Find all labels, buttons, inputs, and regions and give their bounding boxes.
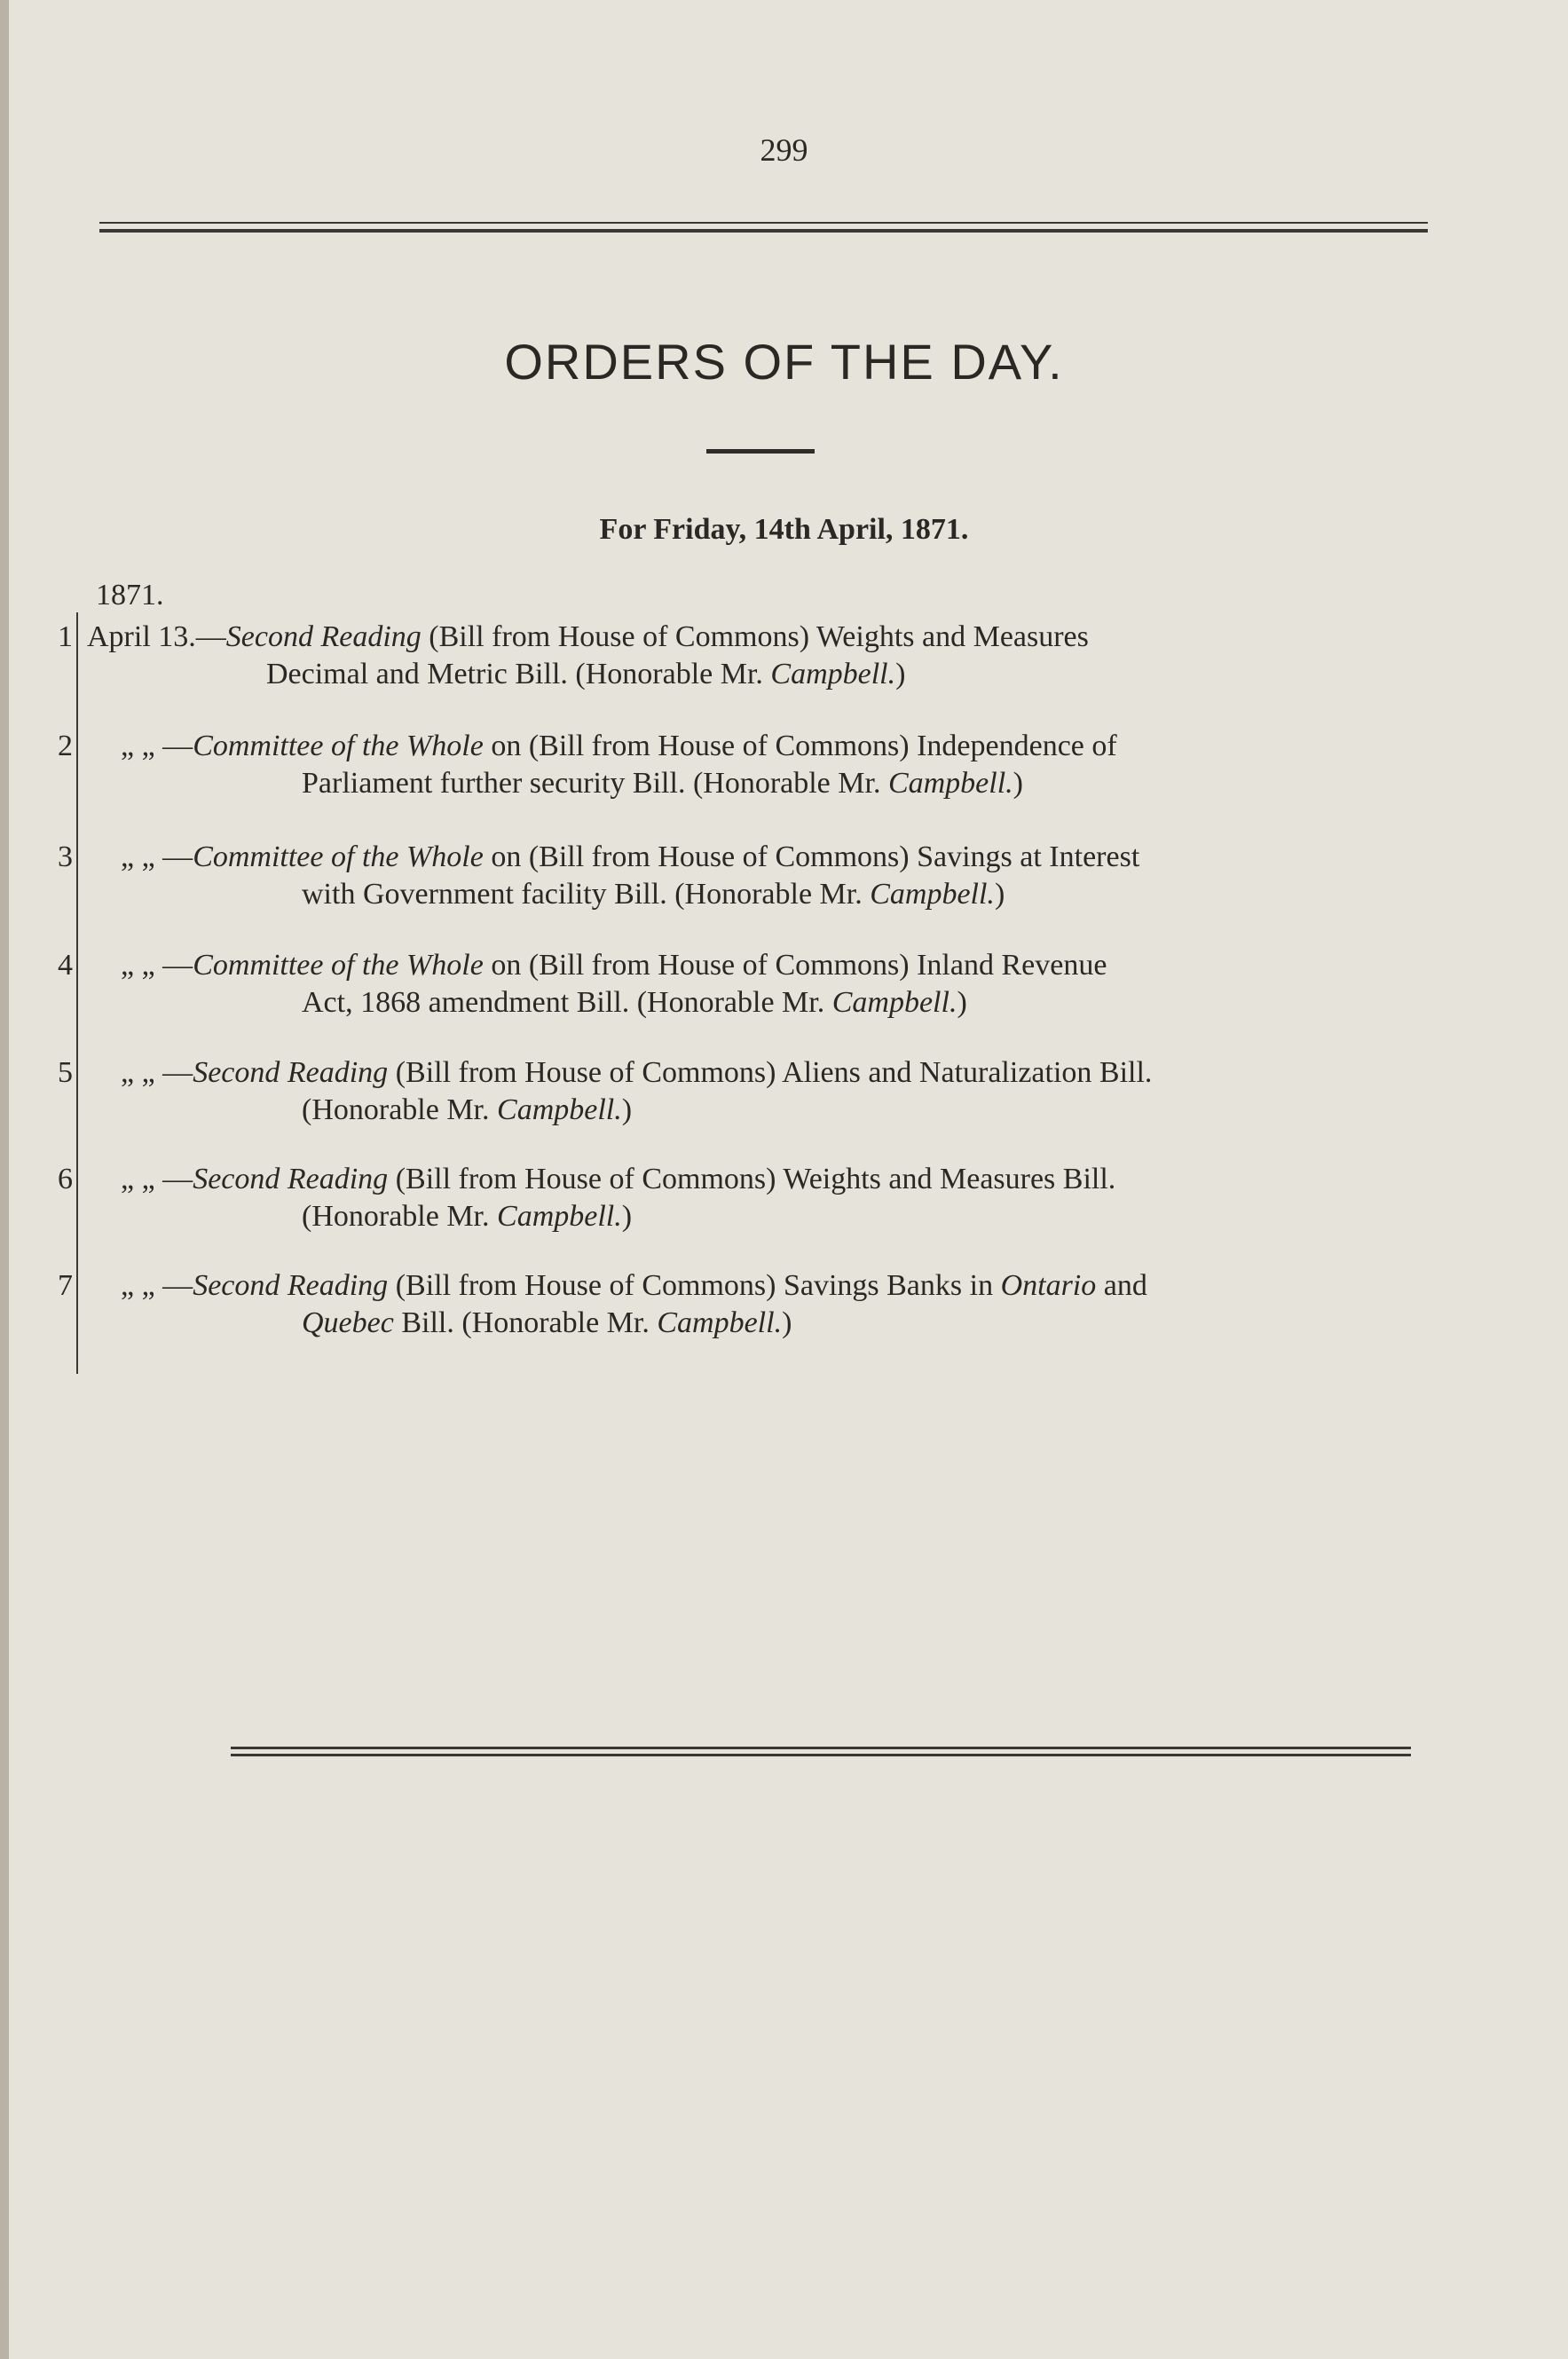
item-member: Campbell. bbox=[497, 1093, 622, 1126]
bottom-double-rule bbox=[231, 1747, 1411, 1759]
item-text: (Bill from House of Commons) Aliens and Naturalization Bill. bbox=[388, 1056, 1153, 1089]
item-member: Campbell. bbox=[770, 658, 896, 690]
item-date: „ „ — bbox=[121, 730, 193, 762]
title-rule bbox=[706, 449, 815, 454]
item-place: Quebec bbox=[302, 1306, 394, 1339]
item-member: Campbell. bbox=[497, 1200, 622, 1233]
item-text-continued: Parliament further security Bill. (Honorable Mr. bbox=[302, 767, 888, 800]
margin-rule bbox=[76, 612, 78, 1374]
item-text: on (Bill from House of Commons) Savings at Interest bbox=[483, 840, 1140, 873]
item-stage: Committee of the Whole bbox=[193, 730, 484, 762]
item-member: Campbell. bbox=[657, 1306, 783, 1339]
page-title: ORDERS OF THE DAY. bbox=[504, 334, 1064, 390]
item-text-continued: (Honorable Mr. bbox=[302, 1200, 498, 1233]
item-number: 3 bbox=[58, 840, 73, 873]
item-date: „ „ — bbox=[121, 1269, 193, 1302]
item-text-continued: Decimal and Metric Bill. (Honorable Mr. bbox=[266, 658, 771, 690]
item-number: 1 bbox=[58, 620, 73, 653]
item-date: „ „ — bbox=[121, 949, 193, 982]
item-text: on (Bill from House of Commons) Inland Revenue bbox=[483, 949, 1107, 982]
year-label: 1871. bbox=[96, 579, 164, 611]
item-number: 4 bbox=[58, 949, 73, 982]
item-text: on (Bill from House of Commons) Independence of bbox=[483, 730, 1117, 762]
item-date: April 13.— bbox=[87, 620, 226, 653]
item-text-continued: (Honorable Mr. bbox=[302, 1093, 498, 1126]
item-stage: Second Reading bbox=[193, 1056, 389, 1089]
item-stage: Committee of the Whole bbox=[193, 840, 484, 873]
item-stage: Second Reading bbox=[193, 1163, 389, 1195]
item-text: (Bill from House of Commons) Savings Banks in bbox=[388, 1269, 1001, 1302]
item-date: „ „ — bbox=[121, 1163, 193, 1195]
item-member: Campbell. bbox=[870, 878, 995, 911]
item-number: 2 bbox=[58, 730, 73, 762]
item-place: Ontario bbox=[1000, 1269, 1097, 1302]
item-text-continued: Bill. (Honorable Mr. bbox=[393, 1306, 658, 1339]
item-text: (Bill from House of Commons) Weights and Measures bbox=[421, 620, 1089, 653]
top-double-rule bbox=[99, 222, 1428, 236]
session-date-heading: For Friday, 14th April, 1871. bbox=[599, 513, 969, 546]
item-text-continued: Act, 1868 amendment Bill. (Honorable Mr. bbox=[302, 986, 832, 1019]
item-date: „ „ — bbox=[121, 1056, 193, 1089]
item-member: Campbell. bbox=[887, 767, 1013, 800]
item-member: Campbell. bbox=[831, 986, 957, 1019]
item-stage: Second Reading bbox=[225, 620, 422, 653]
item-number: 6 bbox=[58, 1163, 73, 1195]
item-stage: Second Reading bbox=[193, 1269, 389, 1302]
page-number: 299 bbox=[760, 132, 808, 168]
item-number: 7 bbox=[58, 1269, 73, 1302]
item-stage: Committee of the Whole bbox=[193, 949, 484, 982]
item-date: „ „ — bbox=[121, 840, 193, 873]
item-number: 5 bbox=[58, 1056, 73, 1089]
item-text-continued: with Government facility Bill. (Honorable Mr. bbox=[302, 878, 871, 911]
item-text: (Bill from House of Commons) Weights and Measures Bill. bbox=[388, 1163, 1116, 1195]
